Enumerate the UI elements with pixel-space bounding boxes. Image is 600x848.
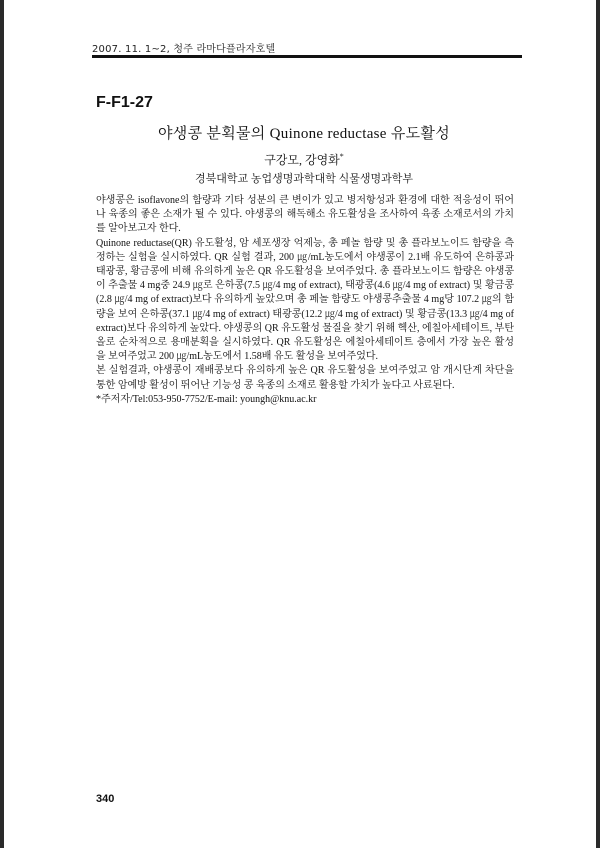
abstract-title: 야생콩 분획물의 Quinone reductase 유도활성 (158, 126, 450, 142)
authors-line (4, 151, 600, 168)
contact-line: *주저자/Tel:053-950-7752/E-mail: youngh@knu.ac.kr (96, 393, 317, 405)
abstract-body (96, 194, 514, 407)
abstract-code: F-F1-27 (96, 94, 153, 111)
paragraph-methods-results: Quinone reductase(QR) 유도활성, 암 세포생장 억제능, 총 페놀 함량 및 총 플라보노이드 함량을 측정하는 실험을 실시하였다. QR 실험 결과, 200 ㎍/mL농도에서 야생콩이 2.1배 유도하여 은하콩과 태광콩, 황금콩에 비해 유의하게 높은 QR 유도활성을 보여주었다. 총 플라보노이드 함량은 야생콩이 추출물 4 mg중 24.9 ㎍로 은하콩(7.5 ㎍/4 mg of extract), 태광콩(4.6 ㎍/4 mg of extract) 및 황금콩(2.8 ㎍/4 mg of extract)보다 유의하게 높았으며 총 페놀 함량도 야생콩추출물 4 mg당 107.2 ㎍의 함량을 보여 은하콩(37.1 ㎍/4 mg of extract) 태광콩(12.2 ㎍/4 mg of extract) 및 황금콩(13.3 ㎍/4 mg of extract)보다 유의하게 높았다. 야생콩의 QR 유도활성 물질을 찾기 위해 헥산, 에칠아세테이트, 부탄올로 순차적으로 용매분획을 실시하였다. QR 유도활성은 에칠아세테이트 층에서 가장 높은 활성을 보여주었고 200 ㎍/mL농도에서 1.58배 유도 활성을 보여주었다. (96, 237, 514, 363)
author-mark: * (339, 152, 344, 161)
paragraph-intro: 야생콩은 isoflavone의 함량과 기타 성분의 큰 변이가 있고 병저항성과 환경에 대한 적응성이 뛰어나 육종의 좋은 소재가 될 수 있다. 야생콩의 해독해소 유도활성을 조사하여 육종 소재로서의 가치를 알아보고자 한다. (96, 195, 514, 235)
running-head: 2007. 11. 1~2, 청주 라마다플라자호텔 (92, 44, 276, 55)
authors: 구강모, 강영화 (264, 153, 340, 167)
page-number: 340 (96, 793, 115, 805)
affiliation: 경북대학교 농업생명과학대학 식물생명과학부 (194, 173, 414, 185)
header-rule (92, 55, 522, 58)
paragraph-conclusion: 본 실험결과, 야생콩이 재배콩보다 유의하게 높은 QR 유도활성을 보여주었고 암 개시단계 차단을 통한 암예방 활성이 뛰어난 기능성 콩 육종의 소재로 활용할 가치가 높다고 사료된다. (96, 365, 514, 391)
